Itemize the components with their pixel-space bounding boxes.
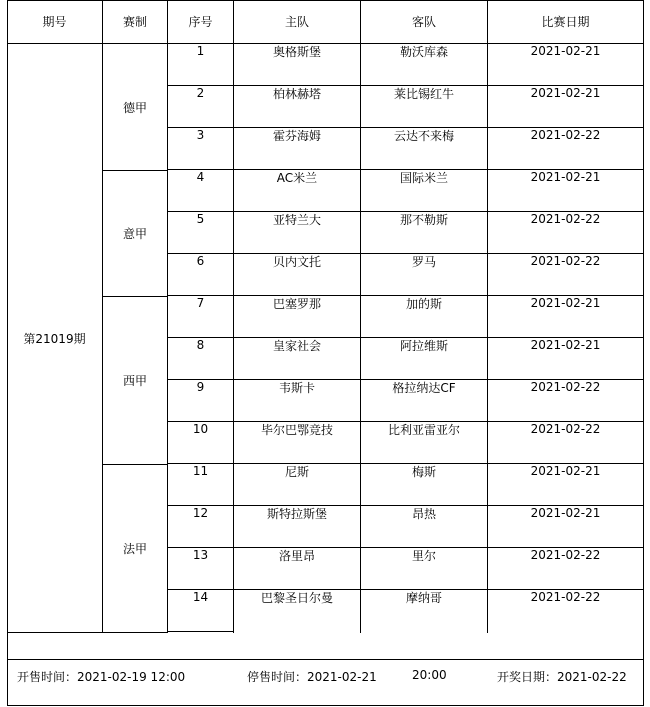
away-team: 莱比锡红牛 <box>393 86 454 101</box>
rule <box>103 296 167 297</box>
rule <box>487 0 488 633</box>
away-team: 那不勒斯 <box>399 212 448 227</box>
rule <box>167 0 168 633</box>
rule <box>168 631 233 632</box>
header-number: 序号 <box>188 14 213 29</box>
home-team: 韦斯卡 <box>278 380 315 395</box>
home-team: 霍芬海姆 <box>272 128 321 143</box>
home-team: 毕尔巴鄂竞技 <box>260 422 333 437</box>
match-date: 2021-02-21 <box>530 170 601 184</box>
league-cell: 德甲 <box>122 100 147 115</box>
match-date: 2021-02-21 <box>530 86 601 100</box>
match-number: 7 <box>196 296 205 310</box>
home-team: 洛里昂 <box>278 548 315 563</box>
match-date: 2021-02-22 <box>530 422 601 436</box>
away-team: 阿拉维斯 <box>399 338 448 353</box>
home-team: 皇家社会 <box>272 338 321 353</box>
match-date: 2021-02-22 <box>530 590 601 604</box>
home-team: 亚特兰大 <box>272 212 321 227</box>
issue-number: 第21019期 <box>23 331 86 346</box>
match-date: 2021-02-21 <box>530 44 601 58</box>
away-team: 梅斯 <box>411 464 436 479</box>
home-team: 巴塞罗那 <box>272 296 321 311</box>
match-date: 2021-02-22 <box>530 548 601 562</box>
home-team: 巴黎圣日尔曼 <box>260 590 333 605</box>
home-team: 尼斯 <box>284 464 309 479</box>
match-number: 5 <box>196 212 205 226</box>
match-number: 14 <box>192 590 209 604</box>
match-date: 2021-02-22 <box>530 380 601 394</box>
match-number: 8 <box>196 338 205 352</box>
away-team: 里尔 <box>411 548 436 563</box>
away-team: 加的斯 <box>405 296 442 311</box>
match-date: 2021-02-22 <box>530 254 601 268</box>
header-home-team: 主队 <box>284 14 309 29</box>
rule <box>643 0 644 706</box>
rule <box>7 705 644 706</box>
home-team: 柏林赫塔 <box>272 86 321 101</box>
match-date: 2021-02-21 <box>530 464 601 478</box>
match-date: 2021-02-21 <box>530 338 601 352</box>
away-team: 摩纳哥 <box>405 590 442 605</box>
sale-stop-date: 停售时间：2021-02-21 <box>247 670 377 684</box>
draw-date: 开奖日期：2021-02-22 <box>497 670 627 684</box>
header-issue: 期号 <box>42 14 67 29</box>
home-team: 奥格斯堡 <box>272 44 321 59</box>
away-team: 勒沃库森 <box>399 44 448 59</box>
league-cell: 西甲 <box>122 374 147 388</box>
header-away-team: 客队 <box>411 14 436 29</box>
match-date: 2021-02-22 <box>530 128 601 142</box>
match-date: 2021-02-22 <box>530 212 601 226</box>
match-number: 9 <box>196 380 205 394</box>
match-number: 12 <box>192 506 209 520</box>
sale-start-time: 开售时间：2021-02-19 12:00 <box>17 670 186 684</box>
away-team: 比利亚雷亚尔 <box>387 422 460 437</box>
home-team: 斯特拉斯堡 <box>266 506 327 521</box>
rule <box>7 659 644 660</box>
match-number: 3 <box>196 128 205 142</box>
match-number: 1 <box>196 44 205 58</box>
away-team: 昂热 <box>411 506 436 521</box>
rule <box>103 170 167 171</box>
header-league: 赛制 <box>122 14 147 29</box>
match-number: 2 <box>196 86 205 100</box>
rule <box>102 0 103 633</box>
match-number: 10 <box>192 422 209 436</box>
away-team: 云达不来梅 <box>393 128 454 143</box>
match-date: 2021-02-21 <box>530 506 601 520</box>
header-match-date: 比赛日期 <box>541 14 590 29</box>
home-team: 贝内文托 <box>272 254 321 269</box>
league-cell: 法甲 <box>122 542 147 556</box>
rule <box>103 464 167 465</box>
rule <box>360 0 361 633</box>
away-team: 格拉纳达CF <box>392 380 456 395</box>
league-cell: 意甲 <box>122 227 147 241</box>
rule <box>7 0 8 706</box>
away-team: 罗马 <box>411 254 436 269</box>
match-number: 4 <box>196 170 205 184</box>
rule <box>233 0 234 633</box>
sale-stop-time: 20:00 <box>412 668 447 682</box>
rule <box>7 632 168 633</box>
home-team: AC米兰 <box>276 170 318 185</box>
away-team: 国际米兰 <box>399 170 448 185</box>
match-number: 13 <box>192 548 209 562</box>
match-date: 2021-02-21 <box>530 296 601 310</box>
match-number: 11 <box>192 464 209 478</box>
match-number: 6 <box>196 254 205 268</box>
